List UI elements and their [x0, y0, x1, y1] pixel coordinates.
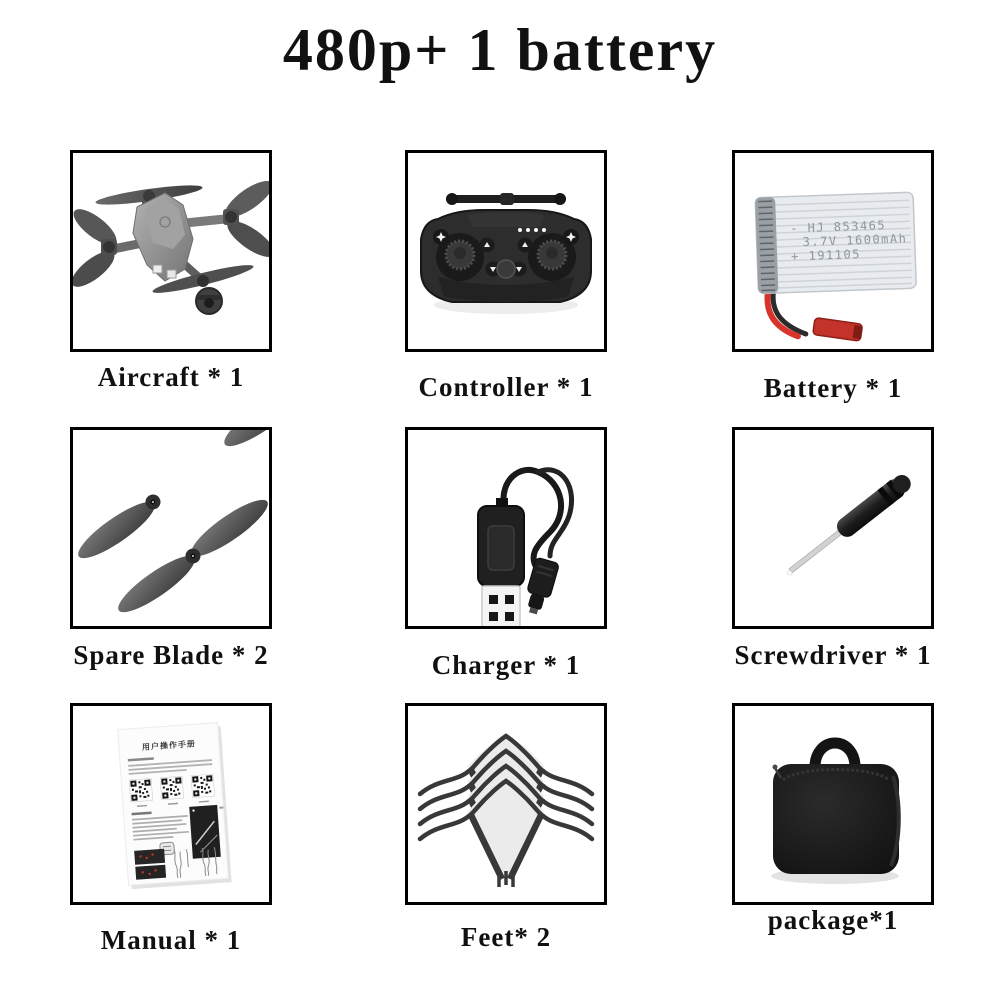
item-photo-frame	[70, 703, 272, 905]
battery-print-line2: 3.7V 1600mAh	[802, 231, 908, 250]
item-label-charger: Charger * 1	[431, 650, 581, 680]
item-label-screwdriver: Screwdriver * 1	[734, 640, 932, 670]
charger-image	[408, 430, 604, 626]
manual-image	[73, 706, 269, 902]
item-cell-charger	[405, 427, 607, 681]
feet-image	[408, 706, 604, 902]
page-title: 480p+ 1 battery	[282, 17, 718, 83]
aircraft-image	[73, 153, 269, 349]
spare-blade-image	[73, 430, 269, 626]
item-cell-screwdriver	[732, 427, 934, 671]
package-image	[735, 706, 931, 902]
item-photo-frame	[732, 427, 934, 629]
screwdriver-image	[735, 430, 931, 626]
item-photo-frame	[405, 427, 607, 629]
item-cell-controller	[405, 150, 607, 403]
item-label-spare-blade: Spare Blade * 2	[73, 640, 269, 670]
controller-image	[408, 153, 604, 349]
item-label-package: package*1	[767, 905, 899, 935]
item-label-manual: Manual * 1	[100, 925, 242, 955]
battery-print-line3: + 191105	[790, 247, 862, 264]
item-photo-frame	[405, 703, 607, 905]
item-cell-battery	[732, 150, 934, 404]
item-cell-feet	[405, 703, 607, 953]
item-cell-aircraft	[70, 150, 272, 393]
item-label-feet: Feet* 2	[460, 922, 552, 952]
item-label-aircraft: Aircraft * 1	[97, 362, 245, 392]
battery-print-line1: - HJ 853465	[789, 218, 887, 236]
item-cell-spare-blade	[70, 427, 272, 671]
item-photo-frame	[70, 150, 272, 352]
manual-header-text: 用户操作手册	[141, 739, 197, 753]
item-photo-frame	[405, 150, 607, 352]
item-label-controller: Controller * 1	[418, 372, 594, 402]
item-photo-frame	[732, 703, 934, 905]
item-photo-frame	[70, 427, 272, 629]
item-cell-package	[732, 703, 934, 936]
battery-image	[735, 153, 931, 349]
item-label-battery: Battery * 1	[763, 373, 903, 403]
item-photo-frame	[732, 150, 934, 352]
item-cell-manual	[70, 703, 272, 956]
